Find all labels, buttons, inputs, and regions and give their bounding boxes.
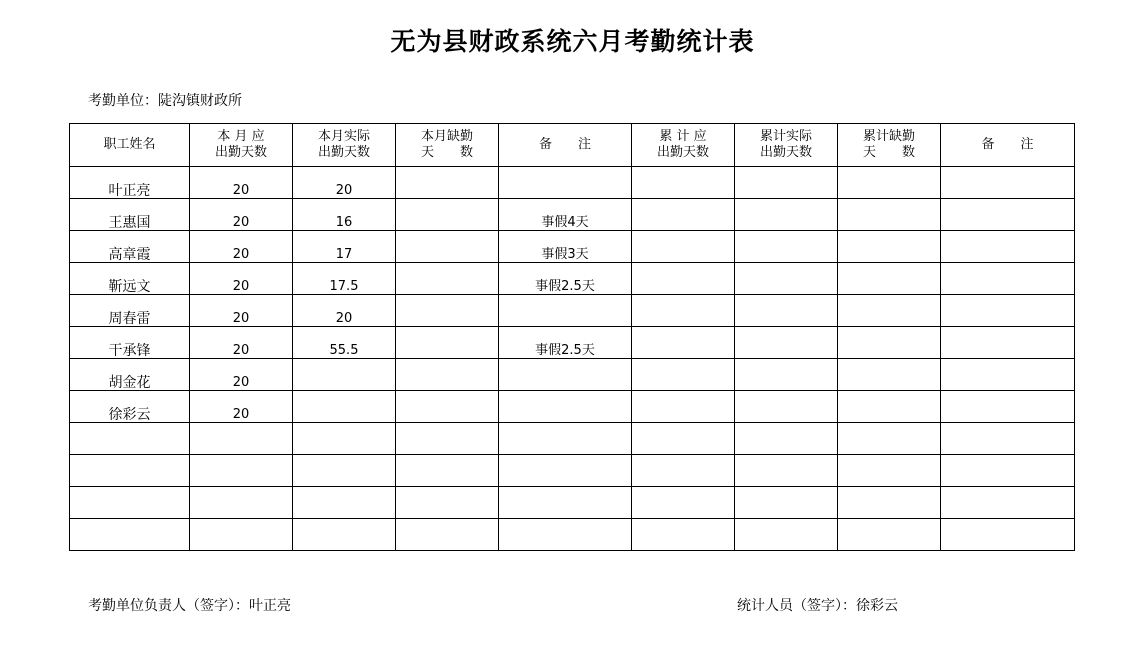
table-cell [396, 487, 499, 519]
table-cell [735, 359, 838, 391]
employee-name-cell [70, 423, 190, 455]
table-cell [632, 423, 735, 455]
table-cell [735, 455, 838, 487]
cell-text: 20 [232, 407, 250, 422]
table-cell [293, 327, 396, 359]
table-cell [396, 295, 499, 327]
table-cell [941, 359, 1075, 391]
cell-text: 胡金花 [108, 375, 151, 391]
table-cell [735, 487, 838, 519]
cell-text: 20 [232, 343, 250, 358]
table-cell [190, 167, 293, 199]
table-cell [293, 263, 396, 295]
table-cell [838, 391, 941, 423]
cell-text: 干承锋 [108, 343, 151, 359]
table-cell [396, 199, 499, 231]
employee-name-cell [70, 487, 190, 519]
table-cell [190, 231, 293, 263]
column-header [70, 124, 190, 167]
table-cell [941, 231, 1075, 263]
table-row [70, 455, 1075, 487]
table-cell [190, 327, 293, 359]
table-cell [632, 263, 735, 295]
cell-text: 17.5 [329, 279, 359, 294]
cell-text: 16 [335, 215, 353, 230]
table-cell [190, 295, 293, 327]
cell-text: 17 [335, 247, 353, 262]
table-cell [499, 295, 632, 327]
table-cell [632, 327, 735, 359]
table-cell [838, 295, 941, 327]
table-cell [293, 199, 396, 231]
table-cell [838, 487, 941, 519]
table-header-row [70, 124, 1075, 167]
table-cell [190, 423, 293, 455]
table-cell [632, 199, 735, 231]
table-cell [190, 199, 293, 231]
table-cell [396, 263, 499, 295]
cell-text: 高章霞 [108, 247, 151, 263]
table-row [70, 167, 1075, 199]
table-cell [735, 295, 838, 327]
table-cell [293, 391, 396, 423]
column-header-line: 本月缺勤 [420, 129, 473, 144]
statistician-signature: 统计人员（签字）：徐彩云 [737, 598, 898, 614]
table-cell [499, 263, 632, 295]
cell-text: 事假2.5天 [535, 343, 595, 358]
employee-name-cell [70, 263, 190, 295]
table-row [70, 199, 1075, 231]
table-cell [838, 199, 941, 231]
table-cell [941, 295, 1075, 327]
table-cell [735, 263, 838, 295]
table-cell [735, 391, 838, 423]
column-header-line: 累计缺勤 [862, 129, 915, 144]
table-cell [941, 391, 1075, 423]
table-cell [396, 327, 499, 359]
column-header [735, 124, 838, 167]
employee-name-cell [70, 327, 190, 359]
table-cell [293, 455, 396, 487]
cell-text: 20 [232, 183, 250, 198]
employee-name-cell [70, 455, 190, 487]
cell-text: 事假3天 [541, 247, 589, 262]
table-cell [838, 423, 941, 455]
column-header [941, 124, 1075, 167]
cell-text: 20 [232, 375, 250, 390]
table-cell [941, 199, 1075, 231]
column-header [293, 124, 396, 167]
column-header-line: 出勤天数 [317, 145, 370, 160]
table-cell [941, 167, 1075, 199]
column-header [396, 124, 499, 167]
column-header [190, 124, 293, 167]
table-cell [396, 519, 499, 551]
column-header-line: 出勤天数 [656, 145, 709, 160]
table-cell [499, 391, 632, 423]
cell-text: 靳远文 [108, 279, 151, 295]
cell-text: 20 [232, 215, 250, 230]
column-header-line: 累 计 应 [659, 129, 707, 144]
table-cell [396, 359, 499, 391]
column-header [838, 124, 941, 167]
cell-text: 20 [232, 279, 250, 294]
cell-text: 55.5 [329, 343, 359, 358]
employee-name-cell [70, 231, 190, 263]
column-header [632, 124, 735, 167]
table-cell [632, 455, 735, 487]
table-cell [838, 455, 941, 487]
table-cell [293, 231, 396, 263]
table-cell [293, 487, 396, 519]
table-cell [499, 327, 632, 359]
table-cell [190, 391, 293, 423]
table-row [70, 263, 1075, 295]
table-cell [499, 199, 632, 231]
cell-text: 叶正亮 [108, 183, 151, 199]
table-cell [941, 423, 1075, 455]
table-cell [838, 167, 941, 199]
cell-text: 事假4天 [541, 215, 589, 230]
unit-head-signature: 考勤单位负责人（签字）：叶正亮 [88, 598, 291, 614]
table-cell [293, 519, 396, 551]
table-cell [838, 519, 941, 551]
column-header-line: 备 注 [981, 137, 1034, 152]
cell-text: 20 [232, 247, 250, 262]
table-cell [632, 391, 735, 423]
table-cell [941, 519, 1075, 551]
table-cell [838, 263, 941, 295]
table-cell [838, 359, 941, 391]
cell-text: 20 [232, 311, 250, 326]
table-row [70, 391, 1075, 423]
column-header-line: 累计实际 [759, 129, 812, 144]
employee-name-cell [70, 167, 190, 199]
table-cell [396, 455, 499, 487]
document-title: 无为县财政系统六月考勤统计表 [390, 27, 755, 56]
table-cell [499, 487, 632, 519]
table-cell [941, 263, 1075, 295]
table-cell [190, 263, 293, 295]
table-row [70, 295, 1075, 327]
table-cell [190, 455, 293, 487]
table-cell [190, 487, 293, 519]
table-cell [735, 423, 838, 455]
table-row [70, 359, 1075, 391]
employee-name-cell [70, 295, 190, 327]
table-cell [632, 487, 735, 519]
employee-name-cell [70, 391, 190, 423]
table-cell [396, 167, 499, 199]
table-cell [293, 295, 396, 327]
table-cell [293, 359, 396, 391]
table-cell [735, 519, 838, 551]
table-cell [499, 359, 632, 391]
table-row [70, 487, 1075, 519]
table-cell [396, 423, 499, 455]
cell-text: 20 [335, 311, 353, 326]
column-header [499, 124, 632, 167]
employee-name-cell [70, 199, 190, 231]
table-cell [941, 327, 1075, 359]
table-cell [396, 391, 499, 423]
table-cell [632, 359, 735, 391]
table-cell [396, 231, 499, 263]
table-row [70, 327, 1075, 359]
cell-text: 徐彩云 [108, 407, 151, 423]
table-cell [499, 455, 632, 487]
cell-text: 王惠国 [108, 215, 151, 231]
table-cell [735, 327, 838, 359]
attendance-table [69, 123, 1075, 551]
cell-text: 20 [335, 183, 353, 198]
table-cell [499, 231, 632, 263]
table-cell [735, 231, 838, 263]
table-cell [632, 519, 735, 551]
cell-text: 周春雷 [108, 311, 151, 327]
table-cell [838, 231, 941, 263]
cell-text: 事假2.5天 [535, 279, 595, 294]
table-cell [632, 295, 735, 327]
table-cell [293, 167, 396, 199]
attendance-unit-line: 考勤单位：陡沟镇财政所 [88, 93, 242, 109]
column-header-line: 天 数 [420, 145, 473, 160]
table-cell [941, 455, 1075, 487]
employee-name-cell [70, 519, 190, 551]
table-cell [499, 519, 632, 551]
table-cell [838, 327, 941, 359]
column-header-line: 出勤天数 [214, 145, 267, 160]
column-header-line: 职工姓名 [103, 137, 156, 152]
column-header-line: 天 数 [862, 145, 915, 160]
column-header-line: 本月实际 [317, 129, 370, 144]
column-header-line: 出勤天数 [759, 145, 812, 160]
table-cell [190, 519, 293, 551]
table-cell [735, 167, 838, 199]
column-header-line: 备 注 [538, 137, 591, 152]
table-cell [941, 487, 1075, 519]
table-cell [632, 231, 735, 263]
table-row [70, 519, 1075, 551]
table-cell [735, 199, 838, 231]
table-cell [499, 423, 632, 455]
table-cell [499, 167, 632, 199]
table-row [70, 231, 1075, 263]
table-cell [190, 359, 293, 391]
employee-name-cell [70, 359, 190, 391]
table-row [70, 423, 1075, 455]
table-cell [293, 423, 396, 455]
table-cell [632, 167, 735, 199]
column-header-line: 本 月 应 [217, 129, 265, 144]
